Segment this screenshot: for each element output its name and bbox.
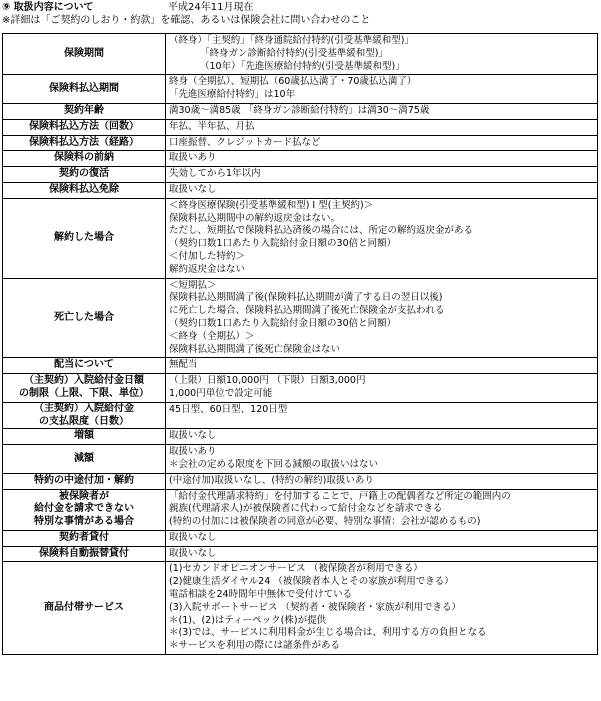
row-label-line: （主契約）入院給付金 <box>34 402 134 414</box>
row-value <box>166 198 598 278</box>
row-value-line: 終身（全期払）、短期払（60歳払込満了・70歳払込満了） <box>169 76 417 88</box>
table-row <box>3 402 598 429</box>
row-label <box>3 429 166 445</box>
row-label-line: の制限（上限、下限、単位） <box>19 387 149 399</box>
row-value <box>166 167 598 183</box>
row-label <box>3 103 166 119</box>
row-value-line: （10年）「先進医療給付特約(引受基準緩和型)」 <box>200 60 405 72</box>
table-row <box>3 198 598 278</box>
table-row <box>3 151 598 167</box>
row-label-line: 保険料払込免除 <box>49 183 119 195</box>
row-label-line: 保険料自動振替貸付 <box>39 547 129 559</box>
row-value <box>166 562 598 655</box>
row-value <box>166 75 598 104</box>
row-label <box>3 445 166 474</box>
row-value <box>166 151 598 167</box>
row-value-line: ただし、短期払で保険料払込済後の場合には、所定の解約返戻金がある <box>169 225 474 237</box>
row-label-line: 増額 <box>74 430 94 442</box>
row-value-line: ＊(3)では、サービスに利用料金が生じる場合は、利用する方の負担となる <box>169 627 487 639</box>
row-label-line: 保険期間 <box>64 47 104 59</box>
table-row <box>3 473 598 489</box>
table-row <box>3 167 598 183</box>
table-row <box>3 75 598 104</box>
row-label-line: 契約年齢 <box>64 104 104 116</box>
row-value <box>166 135 598 151</box>
row-value-line: 取扱いなし <box>169 183 217 195</box>
row-value-line: (3)入院サポートサービス （契約者・被保険者・家族が利用できる） <box>169 601 461 613</box>
row-value-line: 取扱いあり <box>169 152 217 164</box>
row-label-line: （主契約）入院給付金日額 <box>24 375 144 387</box>
row-value <box>166 445 598 474</box>
section-number: ⑨ <box>2 2 11 13</box>
table-row <box>3 119 598 135</box>
row-value-line: 1,000円単位で設定可能 <box>169 387 273 399</box>
row-value-line: ＜終身医療保険(引受基準緩和型) I 型(主契約)＞ <box>169 199 374 211</box>
as-of-date: 平成24年11月現在 <box>168 2 254 13</box>
row-label <box>3 182 166 198</box>
row-value-line: 口座振替、クレジットカード払など <box>169 136 321 148</box>
row-label <box>3 119 166 135</box>
row-value-line: 「先進医療給付特約」は10年 <box>169 89 296 101</box>
row-label-line: 減額 <box>74 452 94 464</box>
table-row <box>3 374 598 403</box>
row-value <box>166 429 598 445</box>
row-label <box>3 489 166 530</box>
row-value-line: 年払、半年払、月払 <box>169 120 255 132</box>
row-value-line: （契約口数1口あたり入院給付金日額の30倍と同額） <box>169 317 397 329</box>
row-label <box>3 75 166 104</box>
row-value-line: 45日型、60日型、120日型 <box>169 403 288 415</box>
row-label <box>3 473 166 489</box>
row-value <box>166 546 598 562</box>
table-row <box>3 135 598 151</box>
row-value-line: ＊サービスを利用の際には諸条件がある <box>169 640 341 652</box>
row-value-line: 親族(代理請求人)が被保険者に代わって給付金などを請求できる <box>169 503 443 515</box>
row-value-line: 保険料払込期間中の解約返戻金はない。 <box>169 212 341 224</box>
table-row <box>3 358 598 374</box>
table-row <box>3 34 598 75</box>
row-label-line: 保険料払込方法（回数） <box>29 120 139 132</box>
table-row <box>3 429 598 445</box>
row-value-line: 取扱いあり <box>169 446 217 458</box>
row-value-line: 失効してから1年以内 <box>169 168 261 180</box>
table-row <box>3 530 598 546</box>
row-label-line: の支払限度（日数） <box>39 415 129 427</box>
row-value <box>166 489 598 530</box>
row-value-line: ＜終身（全期払）＞ <box>169 330 255 342</box>
row-value-line: 満30歳～満85歳 「終身ガン診断給付特約」は満30～満75歳 <box>169 104 430 116</box>
row-label <box>3 546 166 562</box>
row-label <box>3 151 166 167</box>
table-row <box>3 489 598 530</box>
section-header <box>2 1 254 14</box>
reference-note: ※詳細は「ご契約のしおり・約款」を確認、あるいは保険会社に問い合わせのこと <box>2 15 371 26</box>
row-value-line: 取扱いなし <box>169 531 217 543</box>
table-row <box>3 278 598 358</box>
row-label-line: 給付金を請求できない <box>34 503 134 515</box>
row-value-line: ＜短期払＞ <box>169 279 217 291</box>
row-value-line: (1)セカンドオピニオンサービス （被保険者が利用できる） <box>169 563 423 575</box>
row-label <box>3 198 166 278</box>
row-label-line: 配当について <box>54 359 114 371</box>
row-value <box>166 103 598 119</box>
row-value <box>166 530 598 546</box>
row-value-line: 「給付金代理請求特約」を付加することで、戸籍上の配偶者など所定の範囲内の <box>169 490 511 502</box>
row-value <box>166 119 598 135</box>
row-value-line: （上限）日額10,000円 （下限）日額3,000円 <box>169 375 366 387</box>
table-row <box>3 445 598 474</box>
section-title: 取扱内容について <box>13 2 94 13</box>
row-label-line: 保険料払込期間 <box>49 82 119 94</box>
row-value-line: ＊(1)、(2)はティーペック(株)が提供 <box>169 614 327 626</box>
row-value-line: 電話相談を24時間年中無休で受付けている <box>169 589 353 601</box>
policy-details-table <box>2 33 598 655</box>
row-label-line: 商品付帯サービス <box>44 601 124 613</box>
row-label <box>3 34 166 75</box>
row-value-line: 無配当 <box>169 359 198 371</box>
row-value <box>166 402 598 429</box>
row-label-line: 特別な事情がある場合 <box>34 516 134 528</box>
row-value-line: 解約返戻金はない <box>169 263 246 275</box>
row-label <box>3 167 166 183</box>
table-row <box>3 182 598 198</box>
row-label <box>3 374 166 403</box>
row-value-line: 「終身ガン診断給付特約(引受基準緩和型)」 <box>200 47 388 59</box>
row-value <box>166 473 598 489</box>
row-label-line: 保険料の前納 <box>54 152 114 164</box>
row-value-line: ＊会社の定める限度を下回る減額の取扱いはない <box>169 458 379 470</box>
row-value <box>166 374 598 403</box>
table-row <box>3 103 598 119</box>
row-label-line: 解約した場合 <box>54 231 114 243</box>
row-value-line: (2)健康生活ダイヤル24 （被保険者本人とその家族が利用できる） <box>169 576 454 588</box>
row-label <box>3 562 166 655</box>
row-value <box>166 278 598 358</box>
policy-details-body <box>3 34 598 655</box>
row-value-line: 取扱いなし <box>169 430 217 442</box>
row-label-line: 契約の復活 <box>59 168 109 180</box>
row-label-line: 死亡した場合 <box>54 311 114 323</box>
row-label <box>3 135 166 151</box>
row-value-line: （終身）「主契約」「終身通院給付特約(引受基準緩和型)」 <box>169 35 414 46</box>
table-row <box>3 546 598 562</box>
row-value-line: （契約口数1口あたり入院給付金日額の30倍と同額） <box>169 238 397 250</box>
row-label <box>3 530 166 546</box>
row-value-line: (特約の付加には被保険者の同意が必要、特別な事情：会社が認めるもの) <box>169 516 481 528</box>
row-label-line: 特約の中途付加・解約 <box>34 474 134 486</box>
row-label <box>3 358 166 374</box>
row-label-line: 契約者貸付 <box>59 531 109 543</box>
row-value-line: ＜付加した特約＞ <box>169 250 246 262</box>
row-label-line: 被保険者が <box>59 490 109 502</box>
row-value <box>166 358 598 374</box>
row-value <box>166 34 598 75</box>
row-label <box>3 278 166 358</box>
row-value-line: 保険料払込期間満了後死亡保険金はない <box>169 343 341 355</box>
row-label-line: 保険料払込方法（経路） <box>29 136 139 148</box>
table-row <box>3 562 598 655</box>
row-value-line: に死亡した場合、保険料払込期間満了後死亡保険金が支払われる <box>169 305 445 317</box>
row-value-line: (中途付加)取扱いなし、(特約の解約)取扱いあり <box>169 474 374 486</box>
row-label <box>3 402 166 429</box>
row-value-line: 保険料払込期間満了後(保険料払込期間が満了する日の翌日以後) <box>169 292 443 304</box>
row-value-line: 取扱いなし <box>169 547 217 559</box>
row-value <box>166 182 598 198</box>
